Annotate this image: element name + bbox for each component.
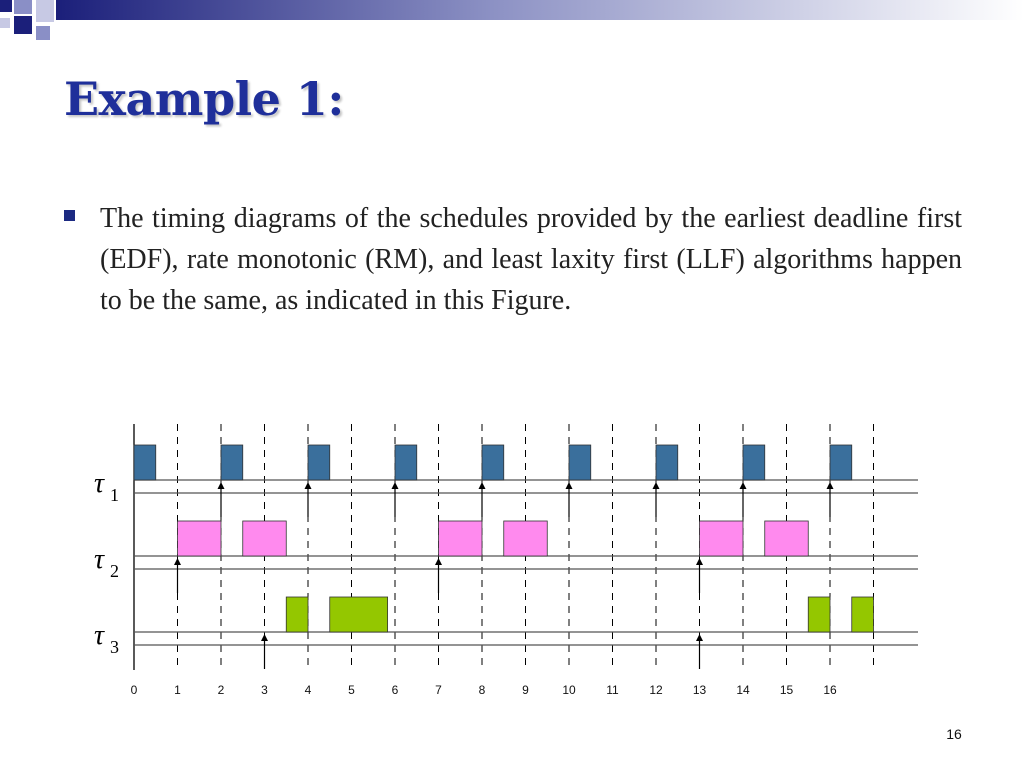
execution-block bbox=[439, 521, 483, 556]
release-arrowhead bbox=[261, 634, 268, 641]
bullet-text: The timing diagrams of the schedules provided by the earliest deadline first (EDF), rate monotonic (RM), and least laxity first (LLF) algorithms happen to be the same, as indicated in this Figure. bbox=[100, 203, 962, 316]
execution-block bbox=[395, 445, 417, 480]
tick-label: 14 bbox=[736, 683, 750, 697]
tick-label: 15 bbox=[779, 683, 794, 697]
tick-label: 2 bbox=[217, 683, 225, 697]
execution-block bbox=[808, 597, 830, 632]
release-arrowhead bbox=[218, 482, 225, 489]
tick-label: 0 bbox=[130, 683, 138, 697]
release-arrowhead bbox=[566, 482, 573, 489]
release-arrowhead bbox=[174, 558, 181, 565]
timing-diagram bbox=[90, 418, 930, 703]
execution-block bbox=[569, 445, 591, 480]
execution-block bbox=[656, 445, 678, 480]
execution-block bbox=[286, 597, 308, 632]
task-row bbox=[94, 445, 918, 517]
execution-block bbox=[178, 521, 222, 556]
task-subscript: 3 bbox=[110, 637, 119, 657]
release-arrowhead bbox=[696, 558, 703, 565]
execution-block bbox=[243, 521, 287, 556]
release-arrowhead bbox=[653, 482, 660, 489]
tick-label: 11 bbox=[606, 683, 619, 697]
tick-label: 7 bbox=[435, 683, 442, 697]
execution-block bbox=[700, 521, 744, 556]
execution-block bbox=[504, 521, 548, 556]
execution-block bbox=[330, 597, 388, 632]
execution-block bbox=[743, 445, 765, 480]
tick-label: 5 bbox=[348, 683, 355, 697]
release-arrowhead bbox=[392, 482, 399, 489]
task-row bbox=[94, 521, 918, 593]
bullet-marker bbox=[64, 210, 75, 221]
execution-block bbox=[765, 521, 809, 556]
execution-block bbox=[852, 597, 874, 632]
tick-label: 16 bbox=[823, 683, 837, 697]
tick-label: 12 bbox=[649, 683, 663, 697]
execution-block bbox=[134, 445, 156, 480]
execution-block bbox=[830, 445, 852, 480]
tick-label: 3 bbox=[261, 683, 268, 697]
tick-label: 4 bbox=[304, 683, 312, 697]
task-label: τ bbox=[94, 468, 105, 499]
release-arrowhead bbox=[696, 634, 703, 641]
task-label: τ bbox=[94, 620, 105, 651]
tick-label: 6 bbox=[391, 683, 399, 697]
task-subscript: 1 bbox=[110, 485, 119, 505]
slide-title: Example 1: bbox=[64, 72, 344, 126]
release-arrowhead bbox=[479, 482, 486, 489]
task-subscript: 2 bbox=[110, 561, 119, 581]
release-arrowhead bbox=[435, 558, 442, 565]
tick-label: 9 bbox=[522, 683, 529, 697]
tick-label: 13 bbox=[692, 683, 707, 697]
task-label: τ bbox=[94, 544, 105, 575]
execution-block bbox=[482, 445, 504, 480]
execution-block bbox=[221, 445, 243, 480]
release-arrowhead bbox=[827, 482, 834, 489]
task-row bbox=[94, 597, 918, 669]
release-arrowhead bbox=[740, 482, 747, 489]
tick-label: 8 bbox=[478, 683, 486, 697]
tick-label: 10 bbox=[562, 683, 576, 697]
release-arrowhead bbox=[305, 482, 312, 489]
execution-block bbox=[308, 445, 330, 480]
header-decoration bbox=[0, 0, 1024, 50]
tick-label: 1 bbox=[174, 683, 181, 697]
page-number: 16 bbox=[946, 726, 962, 742]
